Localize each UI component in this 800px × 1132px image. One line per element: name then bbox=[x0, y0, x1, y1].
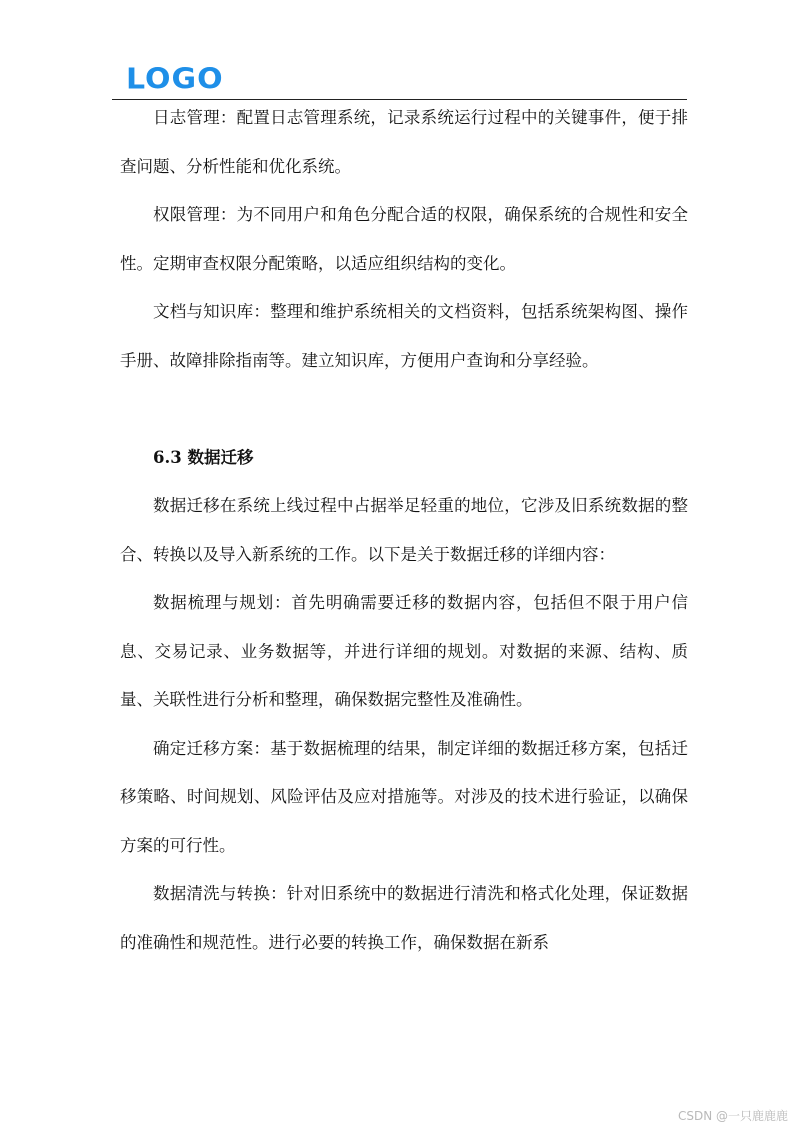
document-body bbox=[120, 94, 688, 967]
logo: LOGO bbox=[126, 62, 224, 97]
paragraph-data-cleansing: 数据清洗与转换：针对旧系统中的数据进行清洗和格式化处理，保证数据的准确性和规范性。进行必要的转换工作，确保数据在新系 bbox=[120, 884, 688, 952]
section-heading: 6.3 数据迁移 bbox=[153, 447, 254, 467]
watermark: CSDN @一只鹿鹿鹿 bbox=[677, 1109, 788, 1123]
paragraph-docs-knowledge-base: 文档与知识库：整理和维护系统相关的文档资料，包括系统架构图、操作手册、故障排除指南等。建立知识库，方便用户查询和分享经验。 bbox=[120, 302, 688, 370]
paragraph-permission-management: 权限管理：为不同用户和角色分配合适的权限，确保系统的合规性和安全性。定期审查权限分配策略，以适应组织结构的变化。 bbox=[120, 205, 688, 273]
paragraph-log-management: 日志管理：配置日志管理系统，记录系统运行过程中的关键事件，便于排查问题、分析性能和优化系统。 bbox=[120, 108, 688, 176]
paragraph-data-planning: 数据梳理与规划：首先明确需要迁移的数据内容，包括但不限于用户信息、交易记录、业务数据等，并进行详细的规划。对数据的来源、结构、质量、关联性进行分析和整理，确保数据完整性及准确性。 bbox=[120, 593, 688, 709]
paragraph-migration-plan: 确定迁移方案：基于数据梳理的结果，制定详细的数据迁移方案，包括迁移策略、时间规划、风险评估及应对措施等。对涉及的技术进行验证，以确保方案的可行性。 bbox=[120, 738, 688, 855]
paragraph-data-migration-intro: 数据迁移在系统上线过程中占据举足轻重的地位，它涉及旧系统数据的整合、转换以及导入新系统的工作。以下是关于数据迁移的详细内容： bbox=[120, 496, 688, 564]
